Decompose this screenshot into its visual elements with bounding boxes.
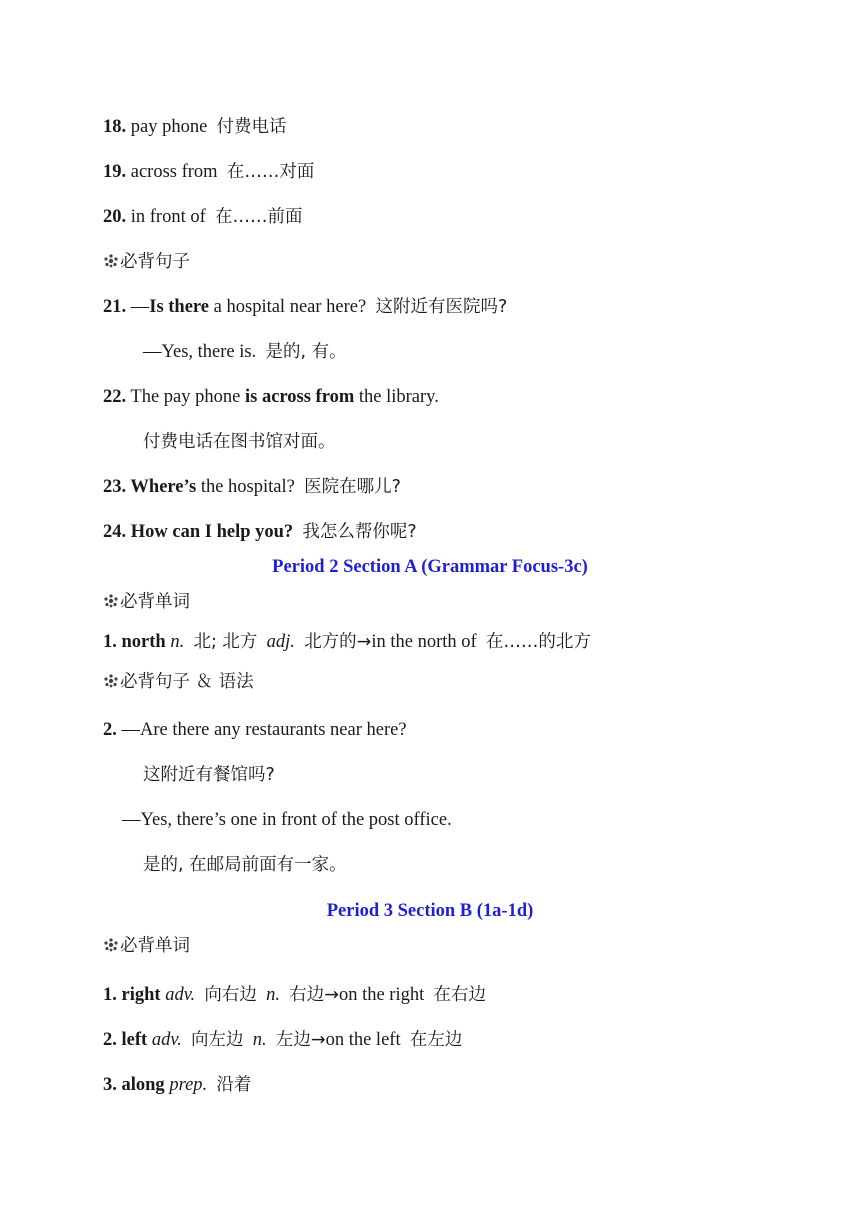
item-english: across from: [130, 162, 218, 182]
p3-vocab-item-1: [103, 983, 486, 1007]
p3-vocab-item-2: [103, 1028, 462, 1052]
reply-chinese: 是的, 有。: [265, 342, 347, 362]
flower-bullet-icon: [103, 254, 119, 268]
item-chinese: 向右边: [204, 985, 257, 1005]
reply-chinese: 是的, 在邮局前面有一家。: [143, 855, 347, 875]
sentence-item-23: [103, 475, 401, 499]
key-phrase: 24. How can I help you?: [103, 522, 294, 542]
item-chinese-2: 右边→: [289, 985, 339, 1005]
p2-sentence-item-2: [103, 718, 407, 742]
item-chinese: 我怎么帮你呢?: [302, 522, 417, 542]
item-chinese: 这附近有医院吗?: [375, 297, 508, 317]
item-chinese: 沿着: [216, 1075, 252, 1095]
part-of-speech: adv.: [151, 1030, 182, 1050]
item-number: 20.: [103, 207, 127, 227]
item-chinese: 向左边: [191, 1030, 244, 1050]
item-word: 2. left: [103, 1030, 148, 1050]
item-number: 18.: [103, 117, 127, 137]
dash: —: [130, 297, 150, 317]
reply-english: —Yes, there is.: [143, 342, 257, 362]
section-heading-sentences: [103, 250, 190, 274]
sentence-item-21-reply: [143, 340, 347, 364]
section-heading-sentences-grammar: [103, 670, 254, 694]
part-of-speech-2: adj.: [266, 632, 295, 652]
heading-text: 必背单词: [120, 592, 190, 612]
part-of-speech: prep.: [169, 1075, 208, 1095]
sentence-item-24: [103, 520, 417, 544]
part-of-speech: adv.: [165, 985, 196, 1005]
period-2-title: Period 2 Section A (Grammar Focus-3c): [272, 557, 588, 577]
sentence-pre: The pay phone: [126, 387, 245, 407]
part-of-speech-2: n.: [252, 1030, 267, 1050]
sentence-item-21: [103, 295, 507, 319]
p2-sentence-item-2-reply-translation: [143, 853, 347, 877]
part-of-speech-2: n.: [266, 985, 281, 1005]
item-english: —Are there any restaurants near here?: [121, 720, 407, 740]
item-chinese: 北; 北方: [193, 632, 258, 652]
key-phrase: Is there: [149, 297, 210, 317]
key-phrase: 23. Where’s: [103, 477, 197, 497]
sentence-item-22: [103, 385, 439, 409]
p2-sentence-item-2-reply: [122, 808, 452, 832]
phrase-english: in the north of: [371, 632, 477, 652]
key-phrase: is across from: [244, 387, 355, 407]
part-of-speech: n.: [170, 632, 185, 652]
item-number: 2.: [103, 720, 117, 740]
phrase-english: on the left: [325, 1030, 401, 1050]
sentence-rest: the library.: [354, 387, 439, 407]
item-chinese: 在……前面: [215, 207, 303, 227]
sentence-item-22-translation: [143, 430, 336, 454]
item-word: 1. north: [103, 632, 166, 652]
item-english: pay phone: [130, 117, 208, 137]
flower-bullet-icon: [103, 938, 119, 952]
reply-english: —Yes, there’s one in front of the post office.: [122, 810, 452, 830]
phrase-english: on the right: [338, 985, 425, 1005]
item-number: 21.: [103, 297, 127, 317]
heading-text: 必背句子 ＆ 语法: [120, 672, 254, 692]
item-number: 19.: [103, 162, 127, 182]
vocab-item-18: [103, 115, 287, 139]
section-heading-words-3: [103, 934, 190, 958]
period-3-title: Period 3 Section B (1a-1d): [326, 901, 534, 921]
p2-sentence-item-2-translation: [143, 763, 275, 787]
p3-vocab-item-3: [103, 1073, 251, 1097]
vocab-item-20: [103, 205, 303, 229]
item-chinese: 付费电话在图书馆对面。: [143, 432, 336, 452]
item-chinese: 这附近有餐馆吗?: [143, 765, 275, 785]
flower-bullet-icon: [103, 594, 119, 608]
sentence-rest: the hospital?: [196, 477, 295, 497]
heading-text: 必背单词: [120, 936, 190, 956]
item-chinese: 付费电话: [216, 117, 287, 137]
item-chinese: 医院在哪儿?: [304, 477, 401, 497]
heading-text: 必背句子: [120, 252, 190, 272]
item-word: 1. right: [103, 985, 161, 1005]
item-chinese-2: 北方的→: [304, 632, 372, 652]
item-chinese: 在……对面: [226, 162, 315, 182]
p2-vocab-item-1: [103, 630, 591, 654]
phrase-chinese: 在左边: [409, 1030, 463, 1050]
item-number: 22.: [103, 387, 127, 407]
item-english: in front of: [130, 207, 206, 227]
flower-bullet-icon: [103, 674, 119, 688]
vocab-item-19: [103, 160, 314, 184]
section-heading-words-2: [103, 590, 190, 614]
sentence-rest: a hospital near here?: [209, 297, 367, 317]
phrase-chinese: 在右边: [433, 985, 486, 1005]
item-word: 3. along: [103, 1075, 165, 1095]
item-chinese-2: 左边→: [275, 1030, 326, 1050]
phrase-chinese: 在……的北方: [485, 632, 591, 652]
